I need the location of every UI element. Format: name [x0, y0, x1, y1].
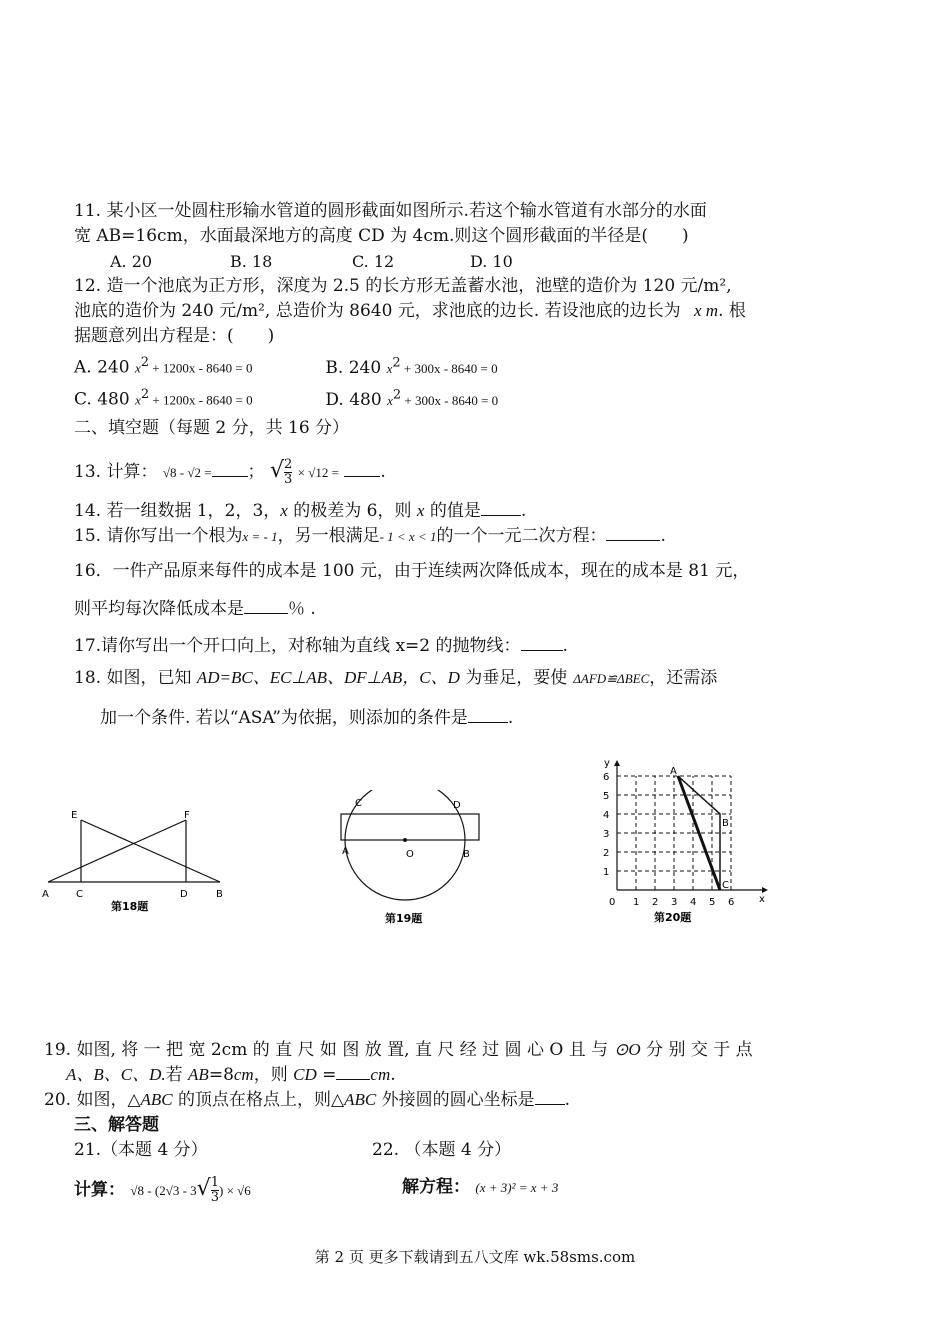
q11-option-c: C. 12 — [352, 252, 395, 271]
q13-sqrt-sign: √ — [269, 458, 284, 483]
fig18-label-d: D — [180, 889, 188, 900]
q16-end: ％ . — [288, 599, 316, 619]
q16-line1: 16．一件产品原来每件的成本是 100 元，由于连续两次降低成本，现在的成本是 81 元， — [74, 561, 750, 581]
q11-line1: 11. 某小区一处圆柱形输水管道的圆形截面如图所示.若这个输水管道有水部分的水面 — [74, 201, 707, 221]
fig19-label-o: O — [406, 849, 414, 860]
fig19-ruler — [341, 814, 479, 840]
q18-text-c: ，还需添 — [649, 668, 718, 688]
q20-abc-2: ABC — [344, 1090, 377, 1109]
q12-option-a-x: x — [134, 360, 141, 376]
q19-circle-symbol: ⊙O — [614, 1040, 641, 1059]
q20-abc-1: ABC — [140, 1090, 173, 1109]
figure-18 — [36, 800, 236, 920]
fig20-xtick-label: 4 — [690, 897, 697, 908]
fig20-label-a: A — [670, 766, 677, 777]
q19-line1-text: 19. 如图, 将 一 把 宽 2cm 的 直 尺 如 图 放 置, 直 尺 经 过 圆 心 O 且 与 — [44, 1040, 609, 1060]
q17-end: . — [562, 636, 568, 656]
q21-frac-num: 1 — [210, 1175, 219, 1190]
q13-end: . — [380, 462, 386, 482]
fig18-label-a: A — [42, 889, 49, 900]
page-footer: 第 2 页 更多下载请到五八文库 wk.58sms.com — [314, 1248, 636, 1266]
fig18-line-fa — [48, 820, 186, 882]
q13-frac — [284, 458, 292, 487]
q11-option-b: B. 18 — [230, 252, 273, 271]
fig20-ytick-label: 5 — [603, 791, 610, 802]
q12-option-a-label: A. 240 — [74, 357, 130, 378]
fig19-center — [403, 838, 407, 842]
fig20-xtick-label: 3 — [671, 897, 678, 908]
q14 — [74, 499, 526, 522]
q19-ab: AB — [188, 1065, 209, 1084]
q12-option-c-label: C. 480 — [74, 389, 130, 410]
fig20-x-arrow — [762, 887, 768, 893]
fig20-xtick-label: 5 — [709, 897, 716, 908]
fig20-xtick-label: 2 — [652, 897, 659, 908]
q11-line2: 宽 AB=16cm，水面最深地方的高度 CD 为 4cm.则这个圆形截面的半径是( ) — [74, 226, 689, 246]
q18-condition: AD=BC、EC⊥AB、DF⊥AB，C、D — [196, 668, 460, 687]
figure-19 — [335, 790, 495, 930]
q12-line2-end: . 根 — [718, 301, 746, 321]
q15 — [74, 524, 666, 548]
q12-variable: x m — [694, 301, 719, 320]
fig20-xtick-label: 1 — [633, 897, 640, 908]
q13-sep: ； — [247, 462, 265, 482]
q14-text-c: 的值是 — [424, 501, 481, 521]
fig18-label-e: E — [71, 810, 78, 821]
q12-line2 — [74, 300, 746, 322]
q13-expr2: × √12 = — [297, 465, 339, 480]
q14-text-b: 的极差为 6，则 — [287, 501, 417, 521]
q15-blank[interactable] — [606, 524, 660, 541]
q17 — [74, 634, 568, 657]
q15-end: . — [660, 526, 666, 546]
q19-cd: CD — [293, 1065, 317, 1084]
q13-expr1: √8 - √2 = — [162, 465, 212, 480]
q20-end: . — [564, 1090, 571, 1110]
fig19-label-a: A — [342, 846, 349, 857]
fig20-ticks — [603, 772, 734, 908]
q19-end: . — [390, 1065, 396, 1085]
q19-cm-2: cm — [370, 1065, 391, 1084]
q17-text: 17.请你写出一个开口向上，对称轴为直线 x=2 的抛物线： — [74, 636, 521, 656]
q18-blank[interactable] — [468, 706, 508, 723]
fig20-label-c: C — [722, 880, 729, 891]
q14-var-2: x — [416, 501, 425, 520]
q20 — [44, 1088, 570, 1111]
fig20-ytick-label: 6 — [603, 772, 610, 783]
q19-then: ，则 — [253, 1065, 294, 1085]
q12-option-a-sup: 2 — [140, 355, 150, 370]
q14-blank[interactable] — [481, 499, 521, 516]
fig19-caption: 第19题 — [385, 912, 423, 925]
q19-line2 — [66, 1063, 396, 1086]
q12-option-c-x: x — [135, 392, 141, 408]
q21-expr-a: √8 - (2√3 - 3 — [130, 1183, 197, 1198]
q18-line2-text: 加一个条件. 若以“ASA”为依据，则添加的条件是 — [100, 708, 468, 728]
fig20-xtick-label: 0 — [609, 897, 616, 908]
q22-expression — [402, 1176, 558, 1199]
q12-option-c-rest: + 1200x - 8640 = 0 — [149, 392, 253, 408]
q12-option-b-x: x — [386, 360, 393, 376]
q19-points: A、B、C、D. — [66, 1065, 166, 1084]
q15-text-c: 的一个一元二次方程： — [436, 526, 607, 546]
q19-equals: = — [316, 1065, 337, 1085]
q13-label: 13. 计算： — [74, 462, 158, 482]
q15-text-b: ，另一根满足 — [277, 526, 380, 546]
q19-line1 — [44, 1039, 850, 1061]
q18-triangles: ΔAFD≌ΔBEC — [573, 671, 650, 686]
q19-cm-1: cm — [233, 1065, 254, 1084]
fig18-label-b: B — [216, 889, 223, 900]
fig20-ytick-label: 4 — [603, 810, 610, 821]
section-2-heading: 二、填空题（每题 2 分，共 16 分） — [74, 418, 350, 438]
fig20-xlabel: x — [759, 894, 765, 905]
q11-option-d: D. 10 — [470, 252, 513, 271]
q17-blank[interactable] — [521, 634, 563, 651]
q13-blank-1[interactable] — [212, 460, 248, 477]
fig20-ytick-label: 1 — [603, 867, 610, 878]
q21-frac-den: 3 — [210, 1190, 219, 1205]
q18-line2 — [100, 706, 513, 729]
q13-frac-den: 3 — [283, 472, 293, 487]
q13-frac-num: 2 — [283, 457, 293, 472]
q21-label: 21.（本题 4 分） — [74, 1140, 208, 1160]
q12-option-c-sup: 2 — [140, 387, 150, 402]
figure-20 — [596, 754, 776, 929]
q18-text-b: 为垂足，要使 — [459, 668, 568, 688]
q13 — [74, 458, 386, 487]
q11-options — [110, 251, 513, 273]
fig18-caption: 第18题 — [111, 900, 149, 913]
q18-line1 — [74, 667, 717, 690]
q12-option-b-rest: + 300x - 8640 = 0 — [400, 360, 498, 376]
q22-title: 解方程： — [402, 1177, 470, 1197]
fig20-y-arrow — [614, 760, 620, 766]
q20-text-a: 20. 如图，△ — [44, 1090, 141, 1110]
q13-blank-2[interactable] — [344, 460, 380, 477]
q15-range: - 1 < x < 1 — [379, 529, 437, 544]
q12-options-row2 — [74, 384, 498, 412]
q12-option-d-x: x — [387, 392, 393, 408]
q20-text-b: 的顶点在格点上，则△ — [172, 1090, 345, 1110]
q12-option-a-rest: + 1200x - 8640 = 0 — [149, 360, 253, 376]
q12-options-row1 — [74, 352, 498, 380]
fig19-label-c: C — [355, 798, 362, 809]
q12-option-b-sup: 2 — [392, 355, 401, 370]
fig19-label-d: D — [453, 800, 461, 811]
q21-expr-b: ) × √6 — [218, 1183, 251, 1198]
q12-option-d-rest: + 300x - 8640 = 0 — [401, 392, 499, 408]
q12-option-b-label: B. 240 — [325, 357, 382, 378]
fig18-label-f: F — [184, 810, 190, 821]
q21-title: 计算： — [74, 1180, 125, 1200]
q18-end: . — [507, 708, 514, 728]
q21-sqrt-sign: √ — [196, 1176, 211, 1201]
q12-line1: 12. 造一个池底为正方形，深度为 2.5 的长方形无盖蓄水池，池壁的造价为 120 元/m², — [74, 276, 732, 296]
q16-line2 — [74, 597, 316, 620]
q15-text-a: 15. 请你写出一个根为 — [74, 526, 243, 546]
q14-end: . — [520, 501, 527, 521]
fig20-caption: 第20题 — [654, 911, 692, 924]
fig20-label-b: B — [722, 818, 729, 829]
q14-text-a: 14. 若一组数据 1，2，3， — [74, 501, 281, 521]
fig18-line-eb — [81, 820, 220, 882]
q18-label: 18. 如图，已知 — [74, 668, 197, 688]
q22-label: 22. （本题 4 分） — [372, 1140, 512, 1160]
fig19-label-b: B — [463, 849, 470, 860]
fig20-side-ac — [678, 776, 720, 890]
q22-expr: (x + 3)² = x + 3 — [475, 1180, 559, 1195]
q12-option-d-label: D. 480 — [325, 389, 382, 410]
q20-blank[interactable] — [535, 1088, 565, 1105]
q16-line2-text: 则平均每次降低成本是 — [74, 599, 244, 619]
q14-var-1: x — [280, 501, 288, 520]
fig20-ytick-label: 3 — [603, 829, 610, 840]
fig20-xtick-label: 6 — [728, 897, 735, 908]
fig20-ylabel: y — [604, 758, 610, 769]
q21-expression — [74, 1176, 251, 1205]
q11-option-a: A. 20 — [110, 252, 153, 271]
q21-frac — [211, 1176, 219, 1205]
q12-line3: 据题意列出方程是：( ) — [74, 326, 275, 346]
q19-blank[interactable] — [336, 1063, 370, 1080]
q16-blank[interactable] — [244, 597, 288, 614]
q12-option-c — [74, 384, 320, 412]
q12-option-b — [325, 355, 498, 378]
q19-line1-end: 分 别 交 于 点 — [640, 1040, 753, 1060]
q20-text-c: 外接圆的圆心坐标是 — [376, 1090, 535, 1110]
section-3-heading: 三、解答题 — [74, 1115, 159, 1135]
q19-if: 若 — [165, 1065, 189, 1085]
q12-option-d — [325, 387, 499, 410]
q19-eq: =8 — [208, 1065, 234, 1085]
q12-line2-text: 池底的造价为 240 元/m², 总造价为 8640 元，求池底的边长. 若设池底的边长为 — [74, 301, 681, 321]
q12-option-d-sup: 2 — [392, 387, 402, 402]
fig18-label-c: C — [76, 889, 83, 900]
q15-root: x = - 1 — [242, 529, 278, 544]
fig19-circle — [345, 790, 465, 900]
q12-option-a — [74, 352, 320, 380]
fig20-ytick-label: 2 — [603, 848, 610, 859]
